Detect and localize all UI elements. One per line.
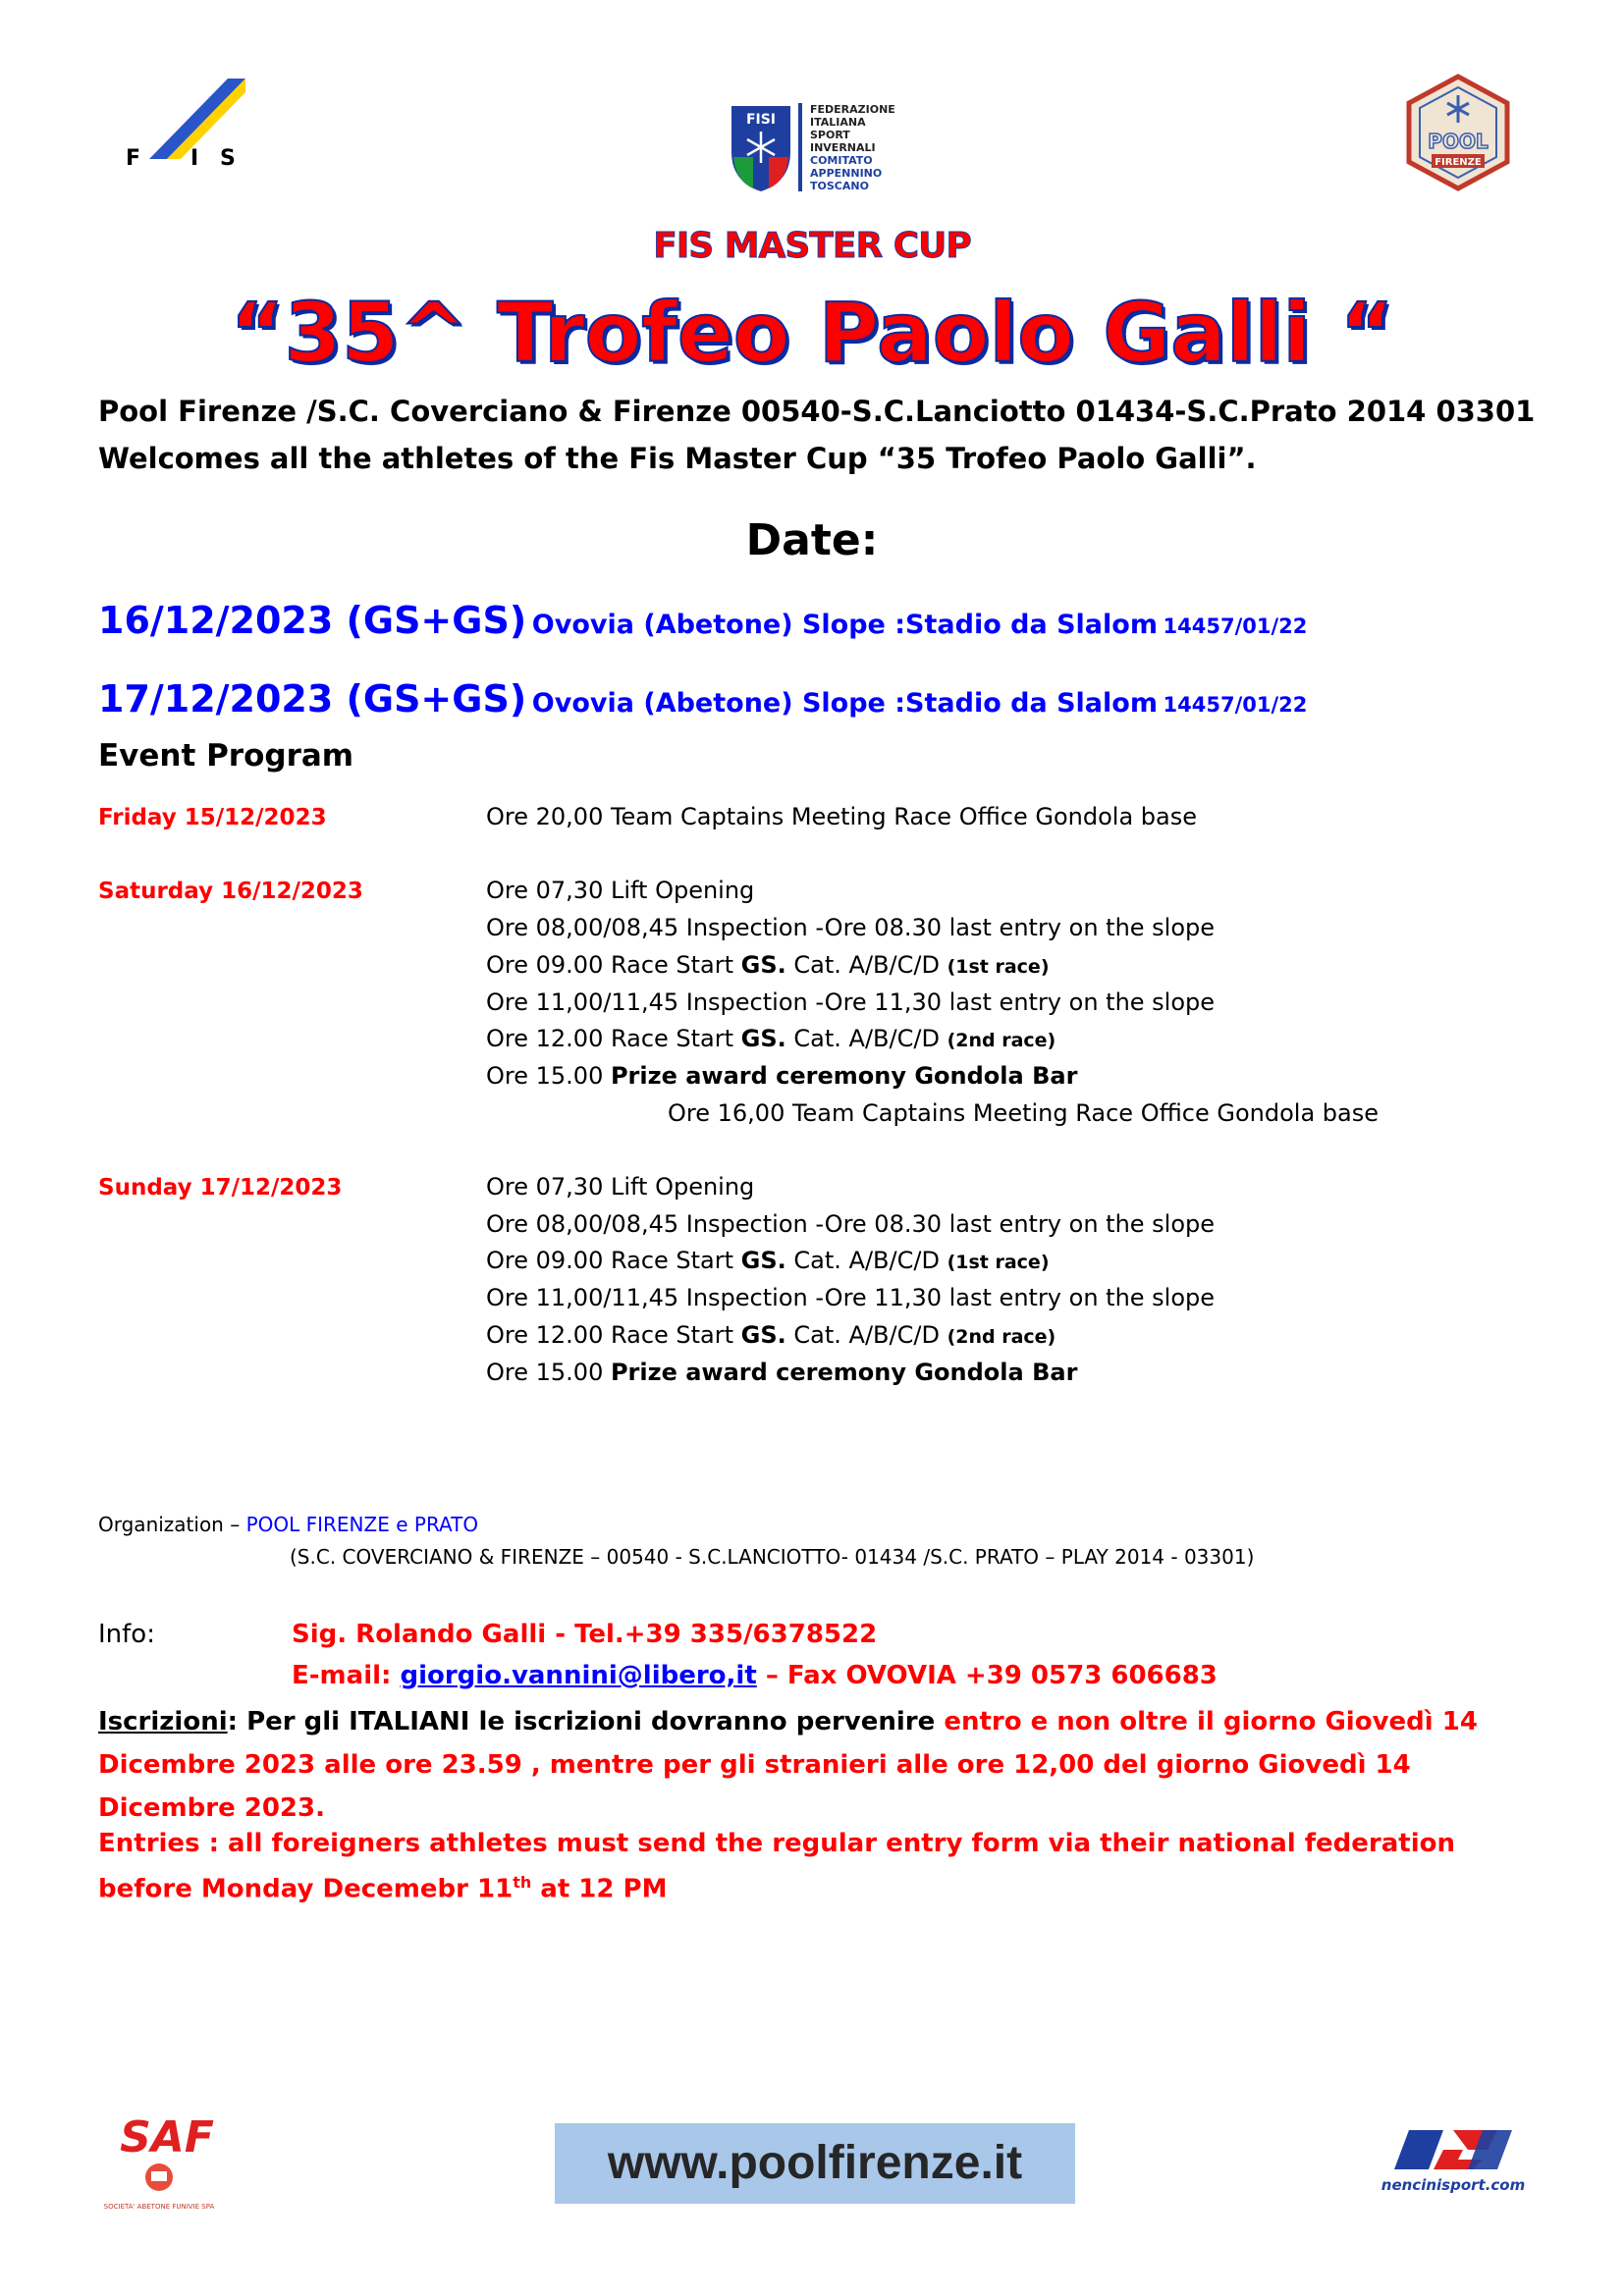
saturday-label: Saturday 16/12/2023 xyxy=(98,879,363,904)
svg-text:POOL: POOL xyxy=(1428,130,1489,153)
program-item: Ore 11,00/11,45 Inspection -Ore 11,30 last entry on the slope xyxy=(486,988,1216,1016)
iscrizioni-paragraph: Iscrizioni: Per gli ITALIANI le iscrizioni dovranno pervenire entro e non oltre il giorno Giovedì 14 Dicembre 2023 alle ore 23.59 , mentre per gli stranieri alle ore 12,00 del giorno Giovedì 14 Dicembre 2023. xyxy=(98,1707,1478,1823)
homologation-code: 14457/01/22 xyxy=(1163,614,1308,638)
intro-clubs-line: Pool Firenze /S.C. Coverciano & Firenze 00540-S.C.Lanciotto 01434-S.C.Prato 2014 03301 xyxy=(98,395,1536,428)
svg-text:I: I xyxy=(190,146,199,171)
svg-text:FIRENZE: FIRENZE xyxy=(1435,157,1482,168)
program-item: Ore 15.00 Prize award ceremony Gondola Bar xyxy=(486,1359,1078,1386)
svg-text:SAF: SAF xyxy=(120,2112,214,2163)
svg-text:nencinisport.com: nencinisport.com xyxy=(1380,2176,1526,2194)
pool-firenze-logo xyxy=(1404,74,1512,191)
saf-logo xyxy=(98,2110,236,2218)
program-item: Ore 07,30 Lift Opening xyxy=(486,877,755,904)
program-item: Ore 08,00/08,45 Inspection -Ore 08.30 last entry on the slope xyxy=(486,1210,1216,1238)
program-item: Ore 09.00 Race Start GS. Cat. A/B/C/D (1st race) xyxy=(486,1247,1050,1274)
svg-text:COMITATO: COMITATO xyxy=(810,154,873,167)
program-item: Ore 20,00 Team Captains Meeting Race Office Gondola base xyxy=(486,803,1197,830)
svg-text:SPORT: SPORT xyxy=(810,129,850,141)
svg-text:FISI: FISI xyxy=(745,112,777,128)
race-date-line xyxy=(98,677,1307,721)
event-program-heading: Event Program xyxy=(98,738,354,774)
info-label: Info: xyxy=(98,1620,155,1649)
svg-text:F: F xyxy=(126,146,141,171)
sunday-label: Sunday 17/12/2023 xyxy=(98,1175,343,1201)
svg-text:FEDERAZIONE: FEDERAZIONE xyxy=(810,103,895,116)
date-heading: Date: xyxy=(745,515,879,565)
nencini-sport-logo xyxy=(1370,2125,1532,2199)
email-link[interactable]: giorgio.vannini@libero,it xyxy=(400,1661,757,1690)
svg-text:INVERNALI: INVERNALI xyxy=(810,141,876,154)
program-item: Ore 12.00 Race Start GS. Cat. A/B/C/D (2nd race) xyxy=(486,1025,1056,1052)
info-email-line: E-mail: giorgio.vannini@libero,it – Fax OVOVIA +39 0573 606683 xyxy=(292,1661,1218,1690)
entries-paragraph: Entries : all foreigners athletes must send the regular entry form via their national federation before Monday Decemebr 11th at 12 PM xyxy=(98,1829,1455,1904)
friday-label: Friday 15/12/2023 xyxy=(98,805,327,830)
race-venue: Ovovia (Abetone) Slope :Stadio da Slalom xyxy=(531,688,1158,719)
program-item: Ore 07,30 Lift Opening xyxy=(486,1173,755,1201)
homologation-code: 14457/01/22 xyxy=(1163,693,1308,717)
info-contact: Sig. Rolando Galli - Tel.+39 335/6378522 xyxy=(292,1620,878,1649)
intro-welcome-line: Welcomes all the athletes of the Fis Master Cup “35 Trofeo Paolo Galli”. xyxy=(98,442,1257,475)
program-item: Ore 09.00 Race Start GS. Cat. A/B/C/D (1st race) xyxy=(486,951,1050,979)
svg-text:ITALIANA: ITALIANA xyxy=(810,116,866,129)
svg-text:S: S xyxy=(220,146,236,171)
race-date: 16/12/2023 (GS+GS) xyxy=(98,599,527,642)
program-item: Ore 11,00/11,45 Inspection -Ore 11,30 last entry on the slope xyxy=(486,1284,1216,1311)
race-date: 17/12/2023 (GS+GS) xyxy=(98,677,527,721)
race-venue: Ovovia (Abetone) Slope :Stadio da Slalom xyxy=(531,610,1158,640)
program-item: Ore 12.00 Race Start GS. Cat. A/B/C/D (2nd race) xyxy=(486,1321,1056,1349)
svg-text:TOSCANO: TOSCANO xyxy=(810,180,869,192)
website-link[interactable]: www.poolfirenze.it xyxy=(607,2137,1023,2189)
fisi-logo xyxy=(722,98,957,196)
program-item: Ore 08,00/08,45 Inspection -Ore 08.30 last entry on the slope xyxy=(486,914,1216,941)
subtitle-fis-master-cup: FIS MASTER CUP xyxy=(653,226,971,266)
fis-logo xyxy=(98,69,255,177)
program-item: Ore 16,00 Team Captains Meeting Race Office Gondola base xyxy=(668,1099,1379,1127)
svg-text:SOCIETA' ABETONE FUNIVIE SPA: SOCIETA' ABETONE FUNIVIE SPA xyxy=(103,2203,215,2211)
organization-line: Organization – POOL FIRENZE e PRATO xyxy=(98,1513,479,1536)
race-date-line xyxy=(98,599,1307,642)
svg-text:APPENNINO: APPENNINO xyxy=(810,167,883,180)
main-title: “35^ Trofeo Paolo Galli “ xyxy=(230,285,1394,381)
organization-clubs: (S.C. COVERCIANO & FIRENZE – 00540 - S.C.LANCIOTTO- 01434 /S.C. PRATO – PLAY 2014 - 03301) xyxy=(290,1545,1255,1569)
program-item: Ore 15.00 Prize award ceremony Gondola Bar xyxy=(486,1062,1078,1090)
